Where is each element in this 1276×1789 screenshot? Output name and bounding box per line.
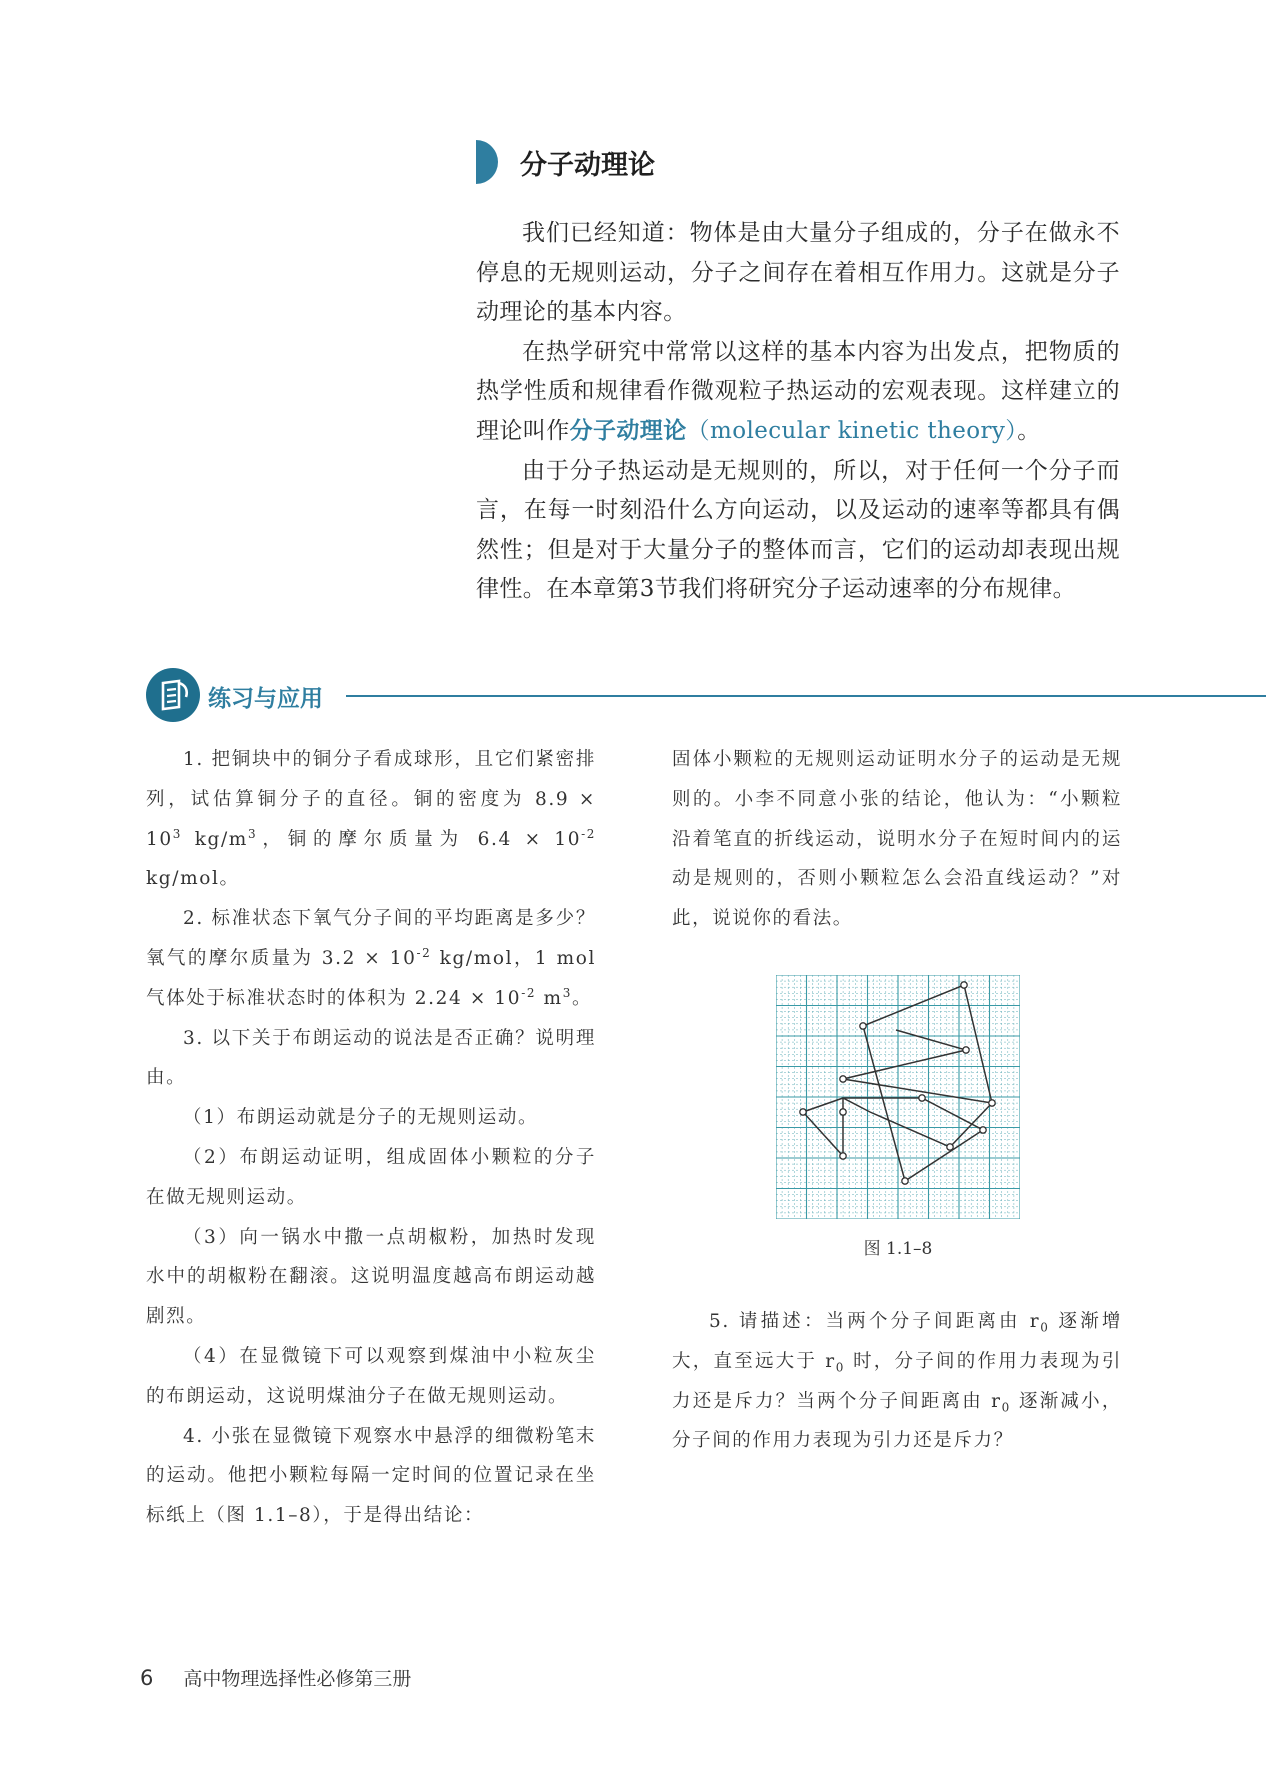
q5-text-b: 逐渐增大，直至远大于 r [672,1311,1122,1372]
position-point [947,1144,953,1150]
q5-text-a: 5. 请描述：当两个分子间距离由 r [709,1311,1041,1332]
grid-paper-plot [776,975,1020,1219]
exercise-book-icon [146,668,200,722]
position-point [980,1127,986,1133]
question-5-block [672,1302,1122,1461]
question-3-option-3: （3）向一锅水中撒一点胡椒粉，加热时发现水中的胡椒粉在翻滚。这说明温度越高布朗运动越剧烈。 [146,1226,596,1328]
position-point [963,1047,969,1053]
position-point [989,1100,995,1106]
q2-exp-a: -2 [416,945,432,960]
key-term-english: （molecular kinetic theory） [686,417,1018,444]
exercises-left-column [146,740,596,1536]
position-point [902,1178,908,1184]
exercises-title: 练习与应用 [208,686,323,712]
q2-text-c: m [536,987,563,1009]
position-point [840,1153,846,1159]
position-point [840,1076,846,1082]
q5-sub-3: 0 [1001,1400,1011,1415]
section-heading [476,140,655,184]
question-2 [146,899,596,1018]
page-footer [140,1664,411,1691]
intro-p2-text: 在热学研究中常常以这样的基本内容为出发点，把物质的热学性质和规律看作微观粒子热运动的宏观表现。这样建立的理论叫作 [476,338,1120,444]
question-3-option-4: （4）在显微镜下可以观察到煤油中小粒灰尘的布朗运动，这说明煤油分子在做无规则运动。 [146,1345,596,1407]
figure-caption: 图 1.1–8 [863,1239,933,1259]
exercises-right-column [672,740,1122,939]
position-point [961,982,967,988]
q2-exp-c: 3 [562,985,572,1000]
q2-text-a: 2. 标准状态下氧气分子间的平均距离是多少？氧气的摩尔质量为 3.2 × 10 [146,908,596,969]
intro-paragraph-2 [476,333,1120,452]
exercises-header [146,668,1266,724]
question-4: 4. 小张在显微镜下观察水中悬浮的细微粉笔末的运动。他把小颗粒每隔一定时间的位置记录在坐标纸上（图 1.1–8），于是得出结论： [146,1425,596,1527]
page-number: 6 [140,1666,154,1690]
q2-exp-b: -2 [521,985,537,1000]
q1-exp-c: -2 [581,826,596,841]
q5-text-c: 时，分子间的作用力表现为引力还是斥力？当两个分子间距离由 r [672,1350,1122,1412]
q5-sub-2: 0 [835,1360,845,1375]
question-5 [672,1302,1122,1461]
intro-paragraph-3: 由于分子热运动是无规则的，所以，对于任何一个分子而言，在每一时刻沿什么方向运动，以及运动的速率等都具有偶然性；但是对于大量分子的整体而言，它们的运动却表现出规律性。在本章第3节我们将研究分子运动速率的分布规律。 [476,457,1120,603]
question-1 [146,740,596,899]
q1-exp-b: 3 [247,826,258,841]
q5-text-d: 逐渐减小，分子间的作用力表现为引力还是斥力？ [672,1390,1122,1452]
question-3-option-2: （2）布朗运动证明，组成固体小颗粒的分子在做无规则运动。 [146,1146,596,1208]
q2-text-d: 。 [571,987,593,1009]
q1-exp-a: 3 [172,826,182,841]
q1-text-b: kg/m [182,828,248,850]
key-term: 分子动理论 [569,417,687,444]
section-marker-icon [476,140,498,184]
q1-text-a: 1. 把铜块中的铜分子看成球形，且它们紧密排列，试估算铜分子的直径。铜的密度为 8.9 × 10 [146,749,596,850]
section-title: 分子动理论 [520,149,655,181]
position-point [919,1095,925,1101]
position-point [800,1109,806,1115]
book-title: 高中物理选择性必修第三册 [183,1668,412,1690]
question-3: 3. 以下关于布朗运动的说法是否正确？说明理由。 [146,1027,596,1089]
q2-text-b: kg/mol，1 mol 气体处于标准状态时的体积为 2.24 × 10 [146,947,596,1009]
intro-paragraph-1: 我们已经知道：物体是由大量分子组成的，分子在做永不停息的无规则运动，分子之间存在着相互作用力。这就是分子动理论的基本内容。 [476,220,1120,326]
brownian-path-figure [776,975,1020,1219]
q5-sub-1: 0 [1040,1320,1050,1335]
position-point [840,1109,846,1115]
position-point [860,1023,866,1029]
question-3-option-1: （1）布朗运动就是分子的无规则运动。 [183,1107,539,1129]
question-4-continued: 固体小颗粒的无规则运动证明水分子的运动是无规则的。小李不同意小张的结论，他认为：“小颗粒沿着笔直的折线运动，说明水分子在短时间内的运动是规则的，否则小颗粒怎么会沿直线运动？”对此，说说你的看法。 [672,749,1122,930]
header-divider [346,695,1266,697]
q1-text-c: ，铜的摩尔质量为 6.4 × 10 [257,828,582,850]
intro-text [476,214,1120,610]
q1-text-d: kg/mol。 [146,868,240,890]
intro-p2-end: 。 [1017,417,1041,444]
